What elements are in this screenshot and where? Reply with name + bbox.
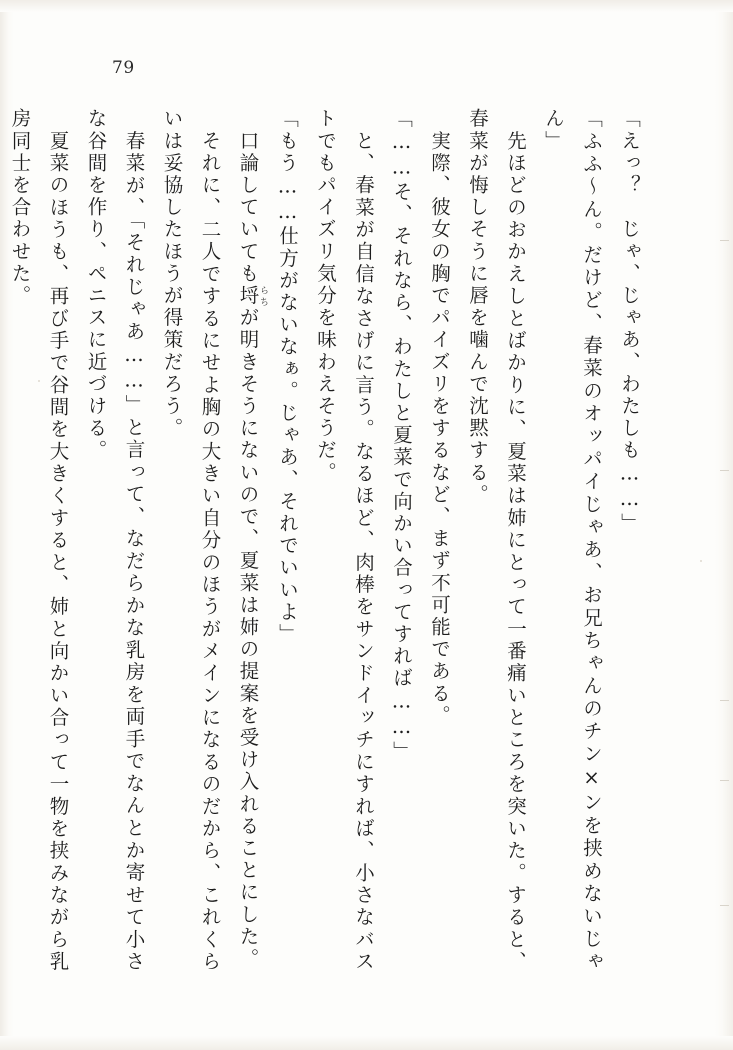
paragraph: 春菜が、「それじゃあ……」と言って、なだらかな乳房を両手でなんとか寄せて小さな谷間を作り、ペニスに近づける。 bbox=[84, 108, 146, 973]
paragraph: 実際、彼女の胸でパイズリをするなど、まず不可能である。 bbox=[428, 108, 451, 727]
ruby-group bbox=[236, 284, 268, 307]
page-number: 79 bbox=[112, 58, 135, 78]
paragraph: 「ふふ～ん。だけど、春菜のオッパイじゃあ、お兄ちゃんのチン×ンを挟めないじゃん」 bbox=[542, 108, 603, 973]
paper-speck bbox=[700, 560, 702, 562]
paragraph: 「……そ、それなら、わたしと夏菜で向かい合ってすれば……」 bbox=[390, 108, 413, 763]
paragraph: 先ほどのおかえしとばかりに、夏菜は姉にとって一番痛いところを突いた。すると、春菜が悔しそうに唇を噛んで沈黙する。 bbox=[466, 108, 527, 973]
scan-edge-top bbox=[0, 0, 733, 12]
margin-tick bbox=[720, 470, 729, 471]
margin-tick bbox=[720, 780, 729, 781]
margin-tick bbox=[720, 905, 729, 906]
paragraph-with-ruby: 口論していても埒らちが明きそうにないので、夏菜は姉の提案を受け入れることにした。 bbox=[236, 108, 268, 970]
paragraph: と、春菜が自信なさげに言う。なるほど、肉棒をサンドイッチにすれば、小さなバストでもパイズリ気分を味わえそうだ。 bbox=[314, 108, 375, 973]
paragraph: 「もう……仕方がないなぁ。じゃあ、それでいいよ」 bbox=[276, 108, 299, 646]
margin-tick bbox=[720, 700, 729, 701]
ruby-text: らち bbox=[258, 284, 268, 307]
scan-edge-bottom bbox=[0, 1036, 733, 1050]
body-text bbox=[8, 108, 648, 973]
margin-tick bbox=[720, 240, 729, 241]
paragraph: それに、二人でするにせよ胸の大きい自分のほうがメインになるのだから、これくらいは妥協したほうが得策だろう。 bbox=[160, 108, 222, 973]
scan-edge-right bbox=[715, 0, 733, 1050]
paragraph: 夏菜のほうも、再び手で谷間を大きくすると、姉と向かい合って一物を挟みながら乳房同士を合わせた。 bbox=[8, 108, 70, 973]
paragraph: 「えっ？ じゃ、じゃあ、わたしも……」 bbox=[618, 108, 641, 535]
ruby-base: 埒 bbox=[236, 284, 260, 307]
